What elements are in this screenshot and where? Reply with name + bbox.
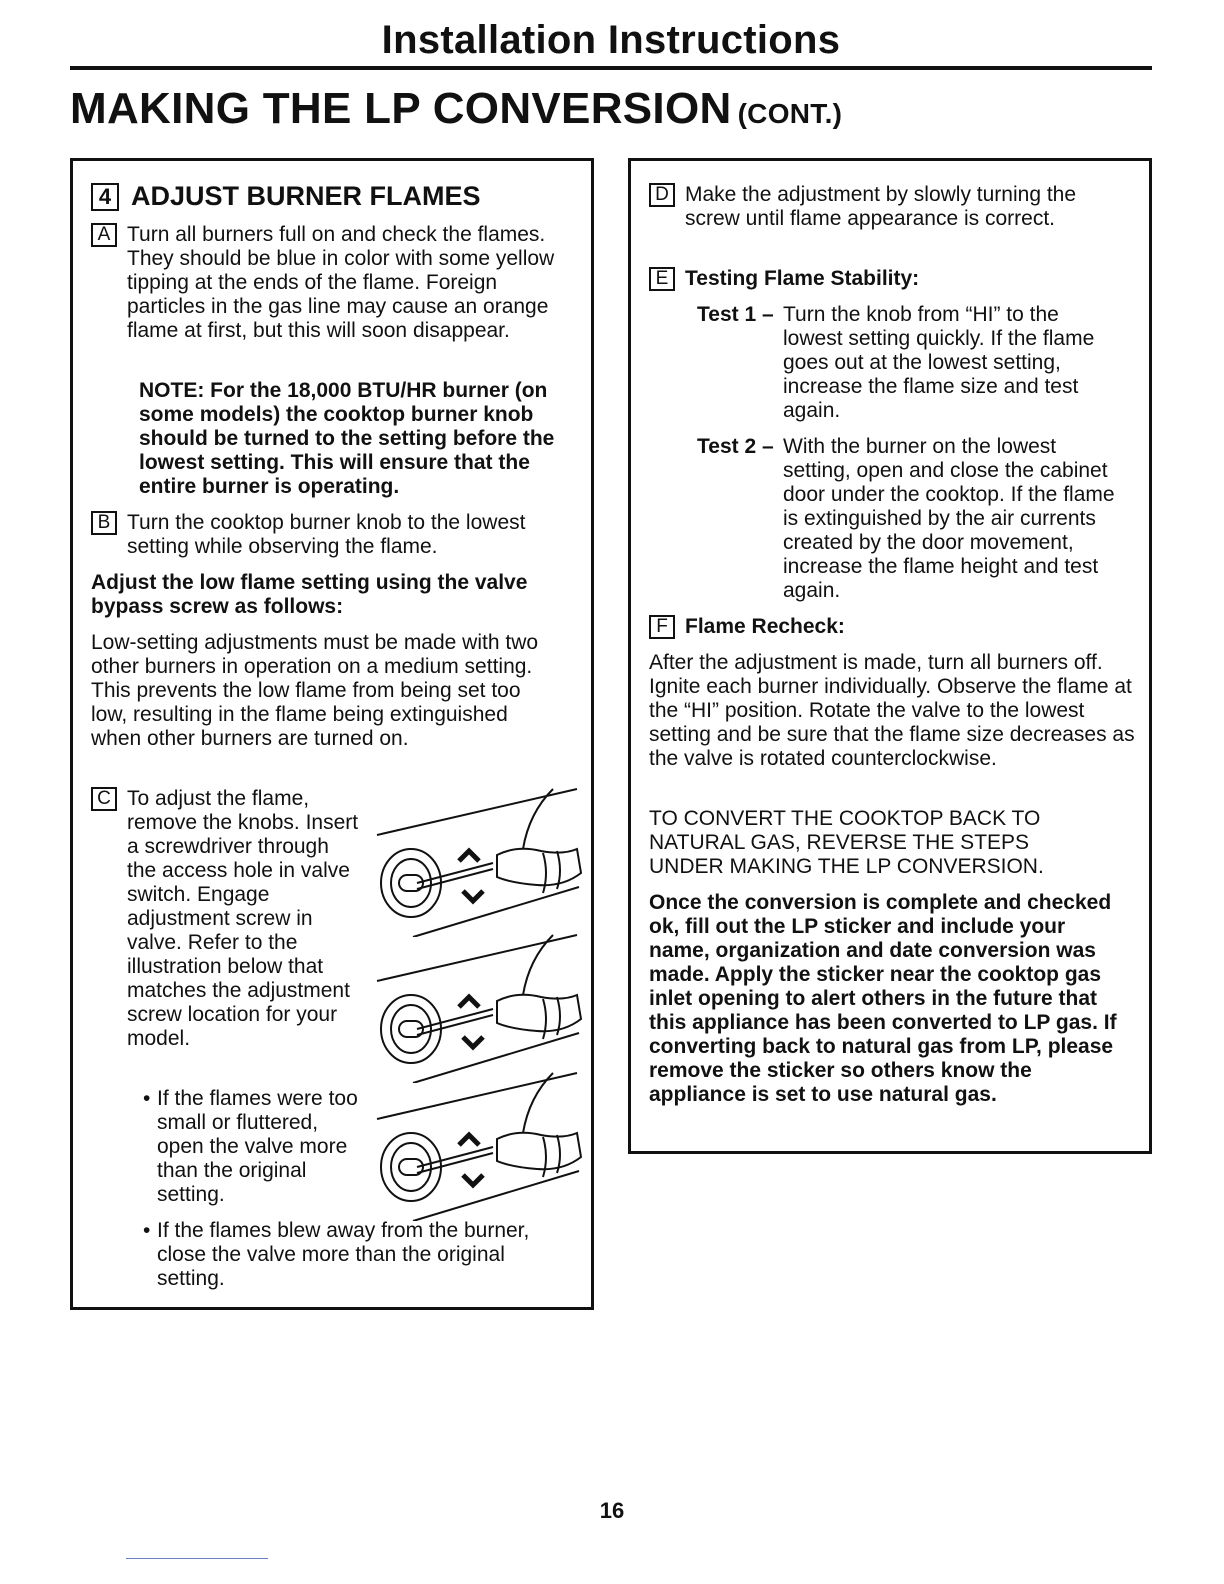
section-title (70, 84, 842, 134)
test-1-label: Test 1 – (697, 303, 774, 326)
test-1 (697, 303, 1137, 423)
page-header-title: Installation Instructions (381, 18, 841, 62)
step-heading (91, 181, 481, 212)
bullet-too-small-text: If the flames were too small or fluttered, open the valve more than the original setting. (157, 1087, 358, 1206)
section-title-text: MAKING THE LP CONVERSION (70, 84, 732, 133)
step-e-heading: Testing Flame Stability: (685, 267, 920, 290)
footer-line (126, 1558, 268, 1559)
step-b-text: Turn the cooktop burner knob to the lowest setting while observing the flame. (127, 511, 526, 558)
bullet-blew-away-text: If the flames blew away from the burner, close the valve more than the original setting. (157, 1219, 530, 1290)
sticker-note: Once the conversion is complete and checked ok, fill out the LP sticker and include your name, organization and date conversion was made. Apply the sticker near the cooktop gas inlet opening to alert others in the future that this appliance has been converted to LP gas. If converting back to natural gas from LP, please remove the sticker so others know the appliance is set to use natural gas. (649, 891, 1117, 1106)
test-2-text: With the burner on the lowest setting, open and close the cabinet door under the cooktop. If the flame is extinguished by the air currents created by the door movement, increase the flame height and test again. (783, 435, 1115, 602)
screwdriver-valve-icon (373, 1071, 585, 1221)
step-e-badge: E (649, 267, 675, 291)
step-c (91, 787, 371, 1051)
screwdriver-valve-icon (373, 787, 585, 937)
bullet-too-small (143, 1087, 367, 1207)
step-a-text: Turn all burners full on and check the flames. They should be blue in color with some yellow tipping at the ends of the flame. Foreign particles in the gas line may cause an orange flame at first, but this will soon disappear. (127, 223, 555, 342)
step-f-badge: F (649, 615, 675, 639)
step-b (91, 511, 581, 559)
step-d-badge: D (649, 183, 675, 207)
section-title-suffix: (CONT.) (737, 98, 843, 129)
btu-note: NOTE: For the 18,000 BTU/HR burner (on some models) the cooktop burner knob should be turned to the setting before the lowest setting. This will ensure that the entire burner is operating. (139, 379, 555, 498)
step-a (91, 223, 581, 343)
header-divider (70, 66, 1152, 70)
step-d-text: Make the adjustment by slowly turning the screw until flame appearance is correct. (685, 183, 1077, 230)
test-2-label: Test 2 – (697, 435, 774, 458)
convert-back-text: TO CONVERT THE COOKTOP BACK TO NATURAL GAS, REVERSE THE STEPS UNDER MAKING THE LP CONVERSION. (649, 807, 1044, 878)
step-e (649, 267, 1139, 291)
bullet-dot-icon: • (143, 1219, 151, 1242)
screwdriver-valve-icon (373, 933, 585, 1083)
bullet-blew-away (143, 1219, 577, 1291)
test-1-text: Turn the knob from “HI” to the lowest setting quickly. If the flame goes out at the lowest setting, increase the flame size and test again. (783, 303, 1095, 422)
step-number-badge: 4 (91, 183, 119, 211)
step-a-badge: A (91, 223, 117, 247)
test-2 (697, 435, 1137, 603)
step-d (649, 183, 1139, 231)
page-number: 16 (599, 1498, 625, 1523)
step-b-badge: B (91, 511, 117, 535)
step-f (649, 615, 1139, 639)
step-f-heading: Flame Recheck: (685, 615, 845, 638)
right-instruction-box (628, 158, 1152, 1154)
flame-recheck-text: After the adjustment is made, turn all burners off. Ignite each burner individually. Observe the flame at the “HI” position. Rotate the valve to the lowest setting and be sure that the flame size decreases as the valve is rotated counterclockwise. (649, 651, 1135, 770)
step-title: ADJUST BURNER FLAMES (131, 181, 481, 211)
adjust-heading: Adjust the low flame setting using the valve bypass screw as follows: (91, 571, 528, 618)
step-c-badge: C (91, 787, 117, 811)
left-instruction-box (70, 158, 594, 1310)
step-c-text: To adjust the flame, remove the knobs. Insert a screwdriver through the access hole in valve switch. Engage adjustment screw in valve. Refer to the illustration below that matches the adjustment screw location for your model. (127, 787, 359, 1050)
bullet-dot-icon: • (143, 1087, 151, 1110)
low-setting-text: Low-setting adjustments must be made with two other burners in operation on a medium setting. This prevents the low flame from being set too low, resulting in the flame being extinguished when other burners are turned on. (91, 631, 539, 750)
